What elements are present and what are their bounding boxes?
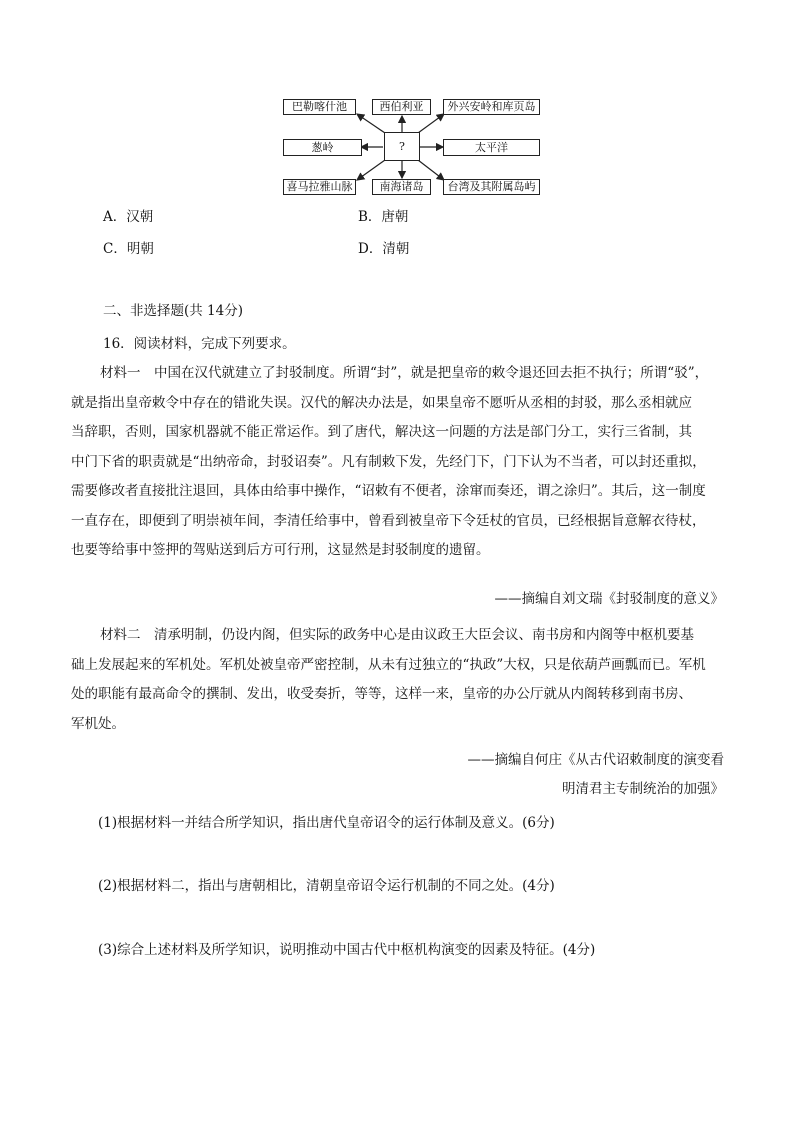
material-two-line: 处的职能有最高命令的撰制、发出，收受奏折，等等，这样一来，皇帝的办公厅就从内阁转移到南书房、 bbox=[71, 686, 692, 702]
node-top-right: 外兴安岭和库页岛 bbox=[443, 99, 540, 115]
material-one-line: 就是指出皇帝敕令中存在的错讹失误。汉代的解决办法是，如果皇帝不愿听从丞相的封驳，那么丞相就应 bbox=[71, 394, 692, 411]
node-mid-left: 葱岭 bbox=[283, 139, 362, 156]
territory-diagram bbox=[0, 0, 794, 210]
option-b: B．唐朝 bbox=[358, 209, 409, 225]
material-one-line: 需要修改者直接批注退回，具体由给事中操作，“诏敕有不便者，涂窜而奏还，谓之涂归”。其后，这一制度 bbox=[71, 483, 706, 499]
option-c: C．明朝 bbox=[103, 241, 154, 257]
option-d: D．清朝 bbox=[358, 241, 410, 257]
question-16: 16．阅读材料，完成下列要求。 bbox=[103, 336, 296, 352]
option-a: A．汉朝 bbox=[103, 209, 154, 225]
node-mid-right: 太平洋 bbox=[443, 139, 540, 156]
section-heading: 二、非选择题(共 14分) bbox=[103, 303, 244, 319]
material-one-source: ——摘编自刘文瑞《封驳制度的意义》 bbox=[494, 591, 724, 607]
node-bot-right: 台湾及其附属岛屿 bbox=[443, 179, 540, 195]
material-two-source-line-1: ——摘编自何庄《从古代诏敕制度的演变看 bbox=[467, 752, 724, 768]
diagram-center-box: ? bbox=[384, 132, 420, 161]
material-two bbox=[71, 621, 726, 739]
material-two-line: 础上发展起来的军机处。军机处被皇帝严密控制，从未有过独立的“执政”大权，只是依葫芦画瓢而已。军机 bbox=[71, 656, 706, 673]
node-top-mid: 西伯利亚 bbox=[372, 99, 431, 115]
node-top-left: 巴勒喀什池 bbox=[283, 99, 356, 115]
sub-question-3: (3)综合上述材料及所学知识，说明推动中国古代中枢机构演变的因素及特征。(4分) bbox=[98, 942, 596, 958]
material-two-line: 材料二 清承明制，仍设内阁，但实际的政务中心是由议政王大臣会议、南书房和内阁等中枢机要基 bbox=[100, 627, 694, 643]
material-one-line: 一直存在，即便到了明崇祯年间，李清任给事中，曾看到被皇帝下令廷杖的官员，已经根据旨意解衣待杖， bbox=[71, 512, 706, 529]
material-one-line: 材料一 中国在汉代就建立了封驳制度。所谓“封”，就是把皇帝的敕令退还回去拒不执行；所谓“驳”， bbox=[100, 365, 709, 381]
material-one-line: 中门下省的职责就是“出纳帝命，封驳诏奏”。凡有制敕下发，先经门下，门下认为不当者，可以封还重拟， bbox=[71, 453, 706, 470]
sub-question-2: (2)根据材料二，指出与唐朝相比，清朝皇帝诏令运行机制的不同之处。(4分) bbox=[98, 878, 555, 894]
material-one-line: 也要等给事中签押的驾贴送到后方可行刑，这显然是封驳制度的遗留。 bbox=[71, 542, 490, 558]
material-one-line: 当辞职，否则，国家机器就不能正常运作。到了唐代，解决这一问题的方法是部门分工，实行三省制，其 bbox=[71, 424, 692, 440]
node-bot-mid: 南海诸岛 bbox=[372, 179, 431, 195]
material-one bbox=[71, 359, 726, 566]
sub-question-1: (1)根据材料一并结合所学知识，指出唐代皇帝诏令的运行体制及意义。(6分) bbox=[98, 815, 555, 831]
node-bot-left: 喜马拉雅山脉 bbox=[283, 179, 356, 195]
material-two-line: 军机处。 bbox=[71, 715, 125, 732]
material-two-source-line-2: 明清君主专制统治的加强》 bbox=[562, 781, 724, 797]
